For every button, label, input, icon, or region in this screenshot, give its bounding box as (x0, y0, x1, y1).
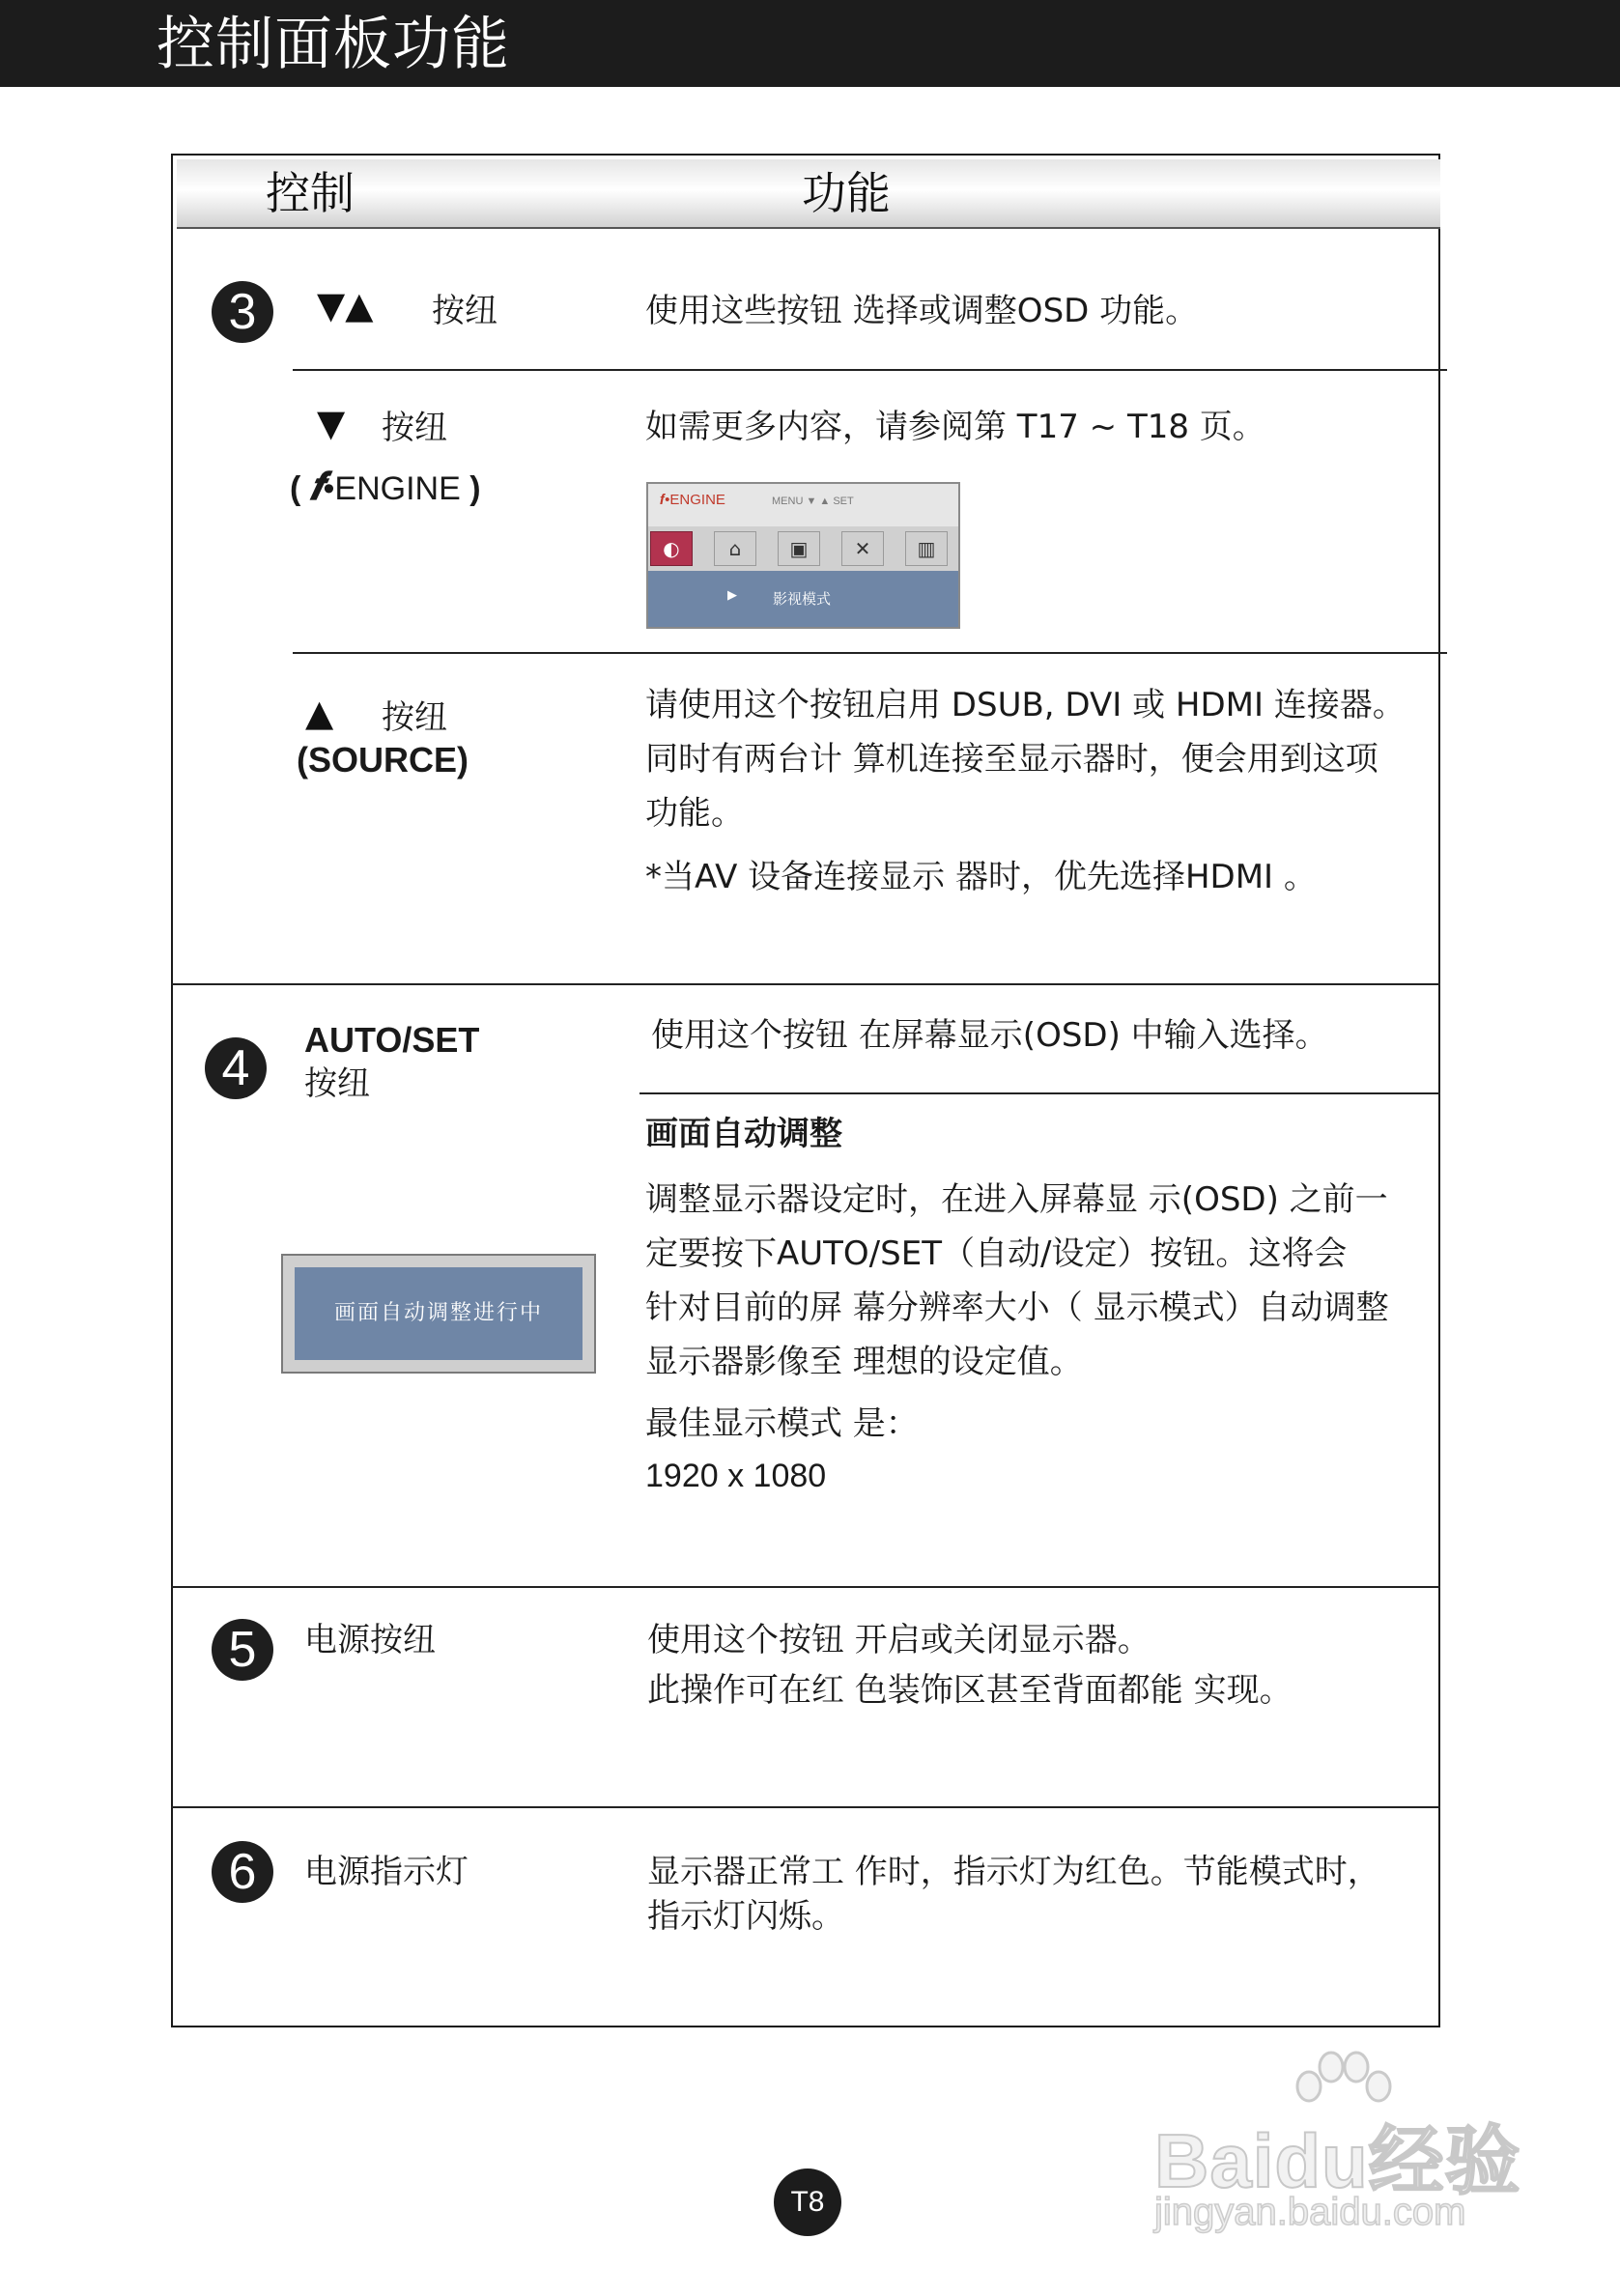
power-indicator-label: 电源指示灯 (304, 1853, 469, 1891)
auto-adjust-osd-label: 画面自动调整进行中 (333, 1301, 543, 1325)
paren-open: ( (290, 470, 301, 507)
row-number-5: 5 (212, 1619, 273, 1681)
row-divider (171, 1806, 1440, 1808)
row-divider (171, 1586, 1440, 1588)
auto-adjust-line-4: 显示器影像至 理想的设定值。 (645, 1343, 1083, 1381)
engine-text: •ENGINE (323, 470, 461, 507)
header-control: 控制 (266, 167, 355, 219)
page-number: T8 (774, 2168, 841, 2236)
power-function-line-1: 使用这个按钮 开启或关闭显示器。 (647, 1621, 1151, 1659)
autoset-button-sub: 按纽 (304, 1064, 370, 1103)
source-button-label: 按纽 (382, 698, 447, 737)
down-up-arrow-icon: ▼▲ (317, 284, 374, 326)
divider (293, 652, 1447, 654)
autoset-function: 使用这个按钮 在屏幕显示(OSD) 中输入选择。 (651, 1016, 1328, 1055)
demo-icon: ▥ (905, 531, 948, 566)
best-mode-label: 最佳显示模式 是： (645, 1404, 919, 1443)
row-divider (171, 983, 1440, 985)
movie-icon: ◐ (650, 531, 693, 566)
osd-icon-row (648, 526, 958, 571)
osd-mode-label: 影视模式 (773, 590, 832, 608)
source-sub-label: (SOURCE) (297, 740, 469, 780)
picture-icon: ▣ (778, 531, 820, 566)
osd-mode-bar (648, 571, 958, 627)
source-function-line-3: 功能。 (645, 794, 744, 833)
indicator-function-line-1: 显示器正常工 作时，指示灯为红色。节能模式时， (647, 1853, 1380, 1891)
auto-adjust-line-3: 针对目前的屏 幕分辨率大小（ 显示模式）自动调整 (645, 1289, 1389, 1327)
down-arrow-icon: ▼ (317, 402, 346, 444)
auto-adjust-heading: 画面自动调整 (645, 1115, 842, 1153)
row-number-6: 6 (212, 1841, 273, 1903)
osd-top-bar (648, 484, 958, 527)
osd-brand: 𝒇•ENGINE (660, 492, 725, 508)
baidu-jingyan-logo: Baidu经验 (1154, 2118, 1521, 2203)
arrow-buttons-function: 使用这些按钮 选择或调整OSD 功能。 (645, 292, 1199, 330)
play-icon: ▶ (727, 588, 737, 603)
auto-adjust-line-1: 调整显示器设定时，在进入屏幕显 示(OSD) 之前一 (645, 1180, 1388, 1219)
row-number-3: 3 (212, 281, 273, 343)
divider (639, 1092, 1440, 1094)
auto-adjust-line-2: 定要按下AUTO/SET（自动/设定）按钮。这将会 (645, 1234, 1348, 1273)
paren-close: ) (469, 470, 481, 507)
fengine-button-label: 按纽 (382, 409, 447, 447)
fengine-osd-preview (646, 482, 960, 629)
page-title: 控制面板功能 (156, 11, 510, 78)
arrow-buttons-label: 按纽 (432, 292, 497, 330)
source-function-line-2: 同时有两台计 算机连接至显示器时，便会用到这项 (645, 740, 1378, 779)
best-mode-value: 1920 x 1080 (645, 1458, 827, 1494)
f-engine-logo-icon: 𝒇 (309, 465, 324, 508)
up-arrow-icon: ▲ (305, 692, 334, 734)
auto-adjust-osd-preview (281, 1254, 596, 1374)
watermark-url: jingyan.baidu.com (1154, 2191, 1466, 2233)
fengine-sub-label (290, 466, 481, 510)
header-function: 功能 (802, 167, 891, 219)
internet-icon: ⌂ (714, 531, 756, 566)
source-note: *当AV 设备连接显示 器时，优先选择HDMI 。 (645, 858, 1317, 896)
indicator-function-line-2: 指示灯闪烁。 (647, 1897, 844, 1936)
osd-menu-hint: MENU ▼ ▲ SET (772, 496, 854, 507)
autoset-button-label: AUTO/SET (304, 1020, 480, 1060)
power-button-label: 电源按纽 (304, 1621, 436, 1659)
power-function-line-2: 此操作可在红 色装饰区甚至背面都能 实现。 (647, 1671, 1293, 1710)
row-number-4: 4 (205, 1037, 267, 1099)
fengine-function: 如需更多内容，请参阅第 T17 ~ T18 页。 (645, 408, 1265, 446)
auto-adjust-osd-inner (295, 1267, 583, 1360)
cross-icon: ✕ (841, 531, 884, 566)
divider (293, 369, 1447, 371)
source-function-line-1: 请使用这个按钮启用 DSUB, DVI 或 HDMI 连接器。 (645, 686, 1406, 724)
